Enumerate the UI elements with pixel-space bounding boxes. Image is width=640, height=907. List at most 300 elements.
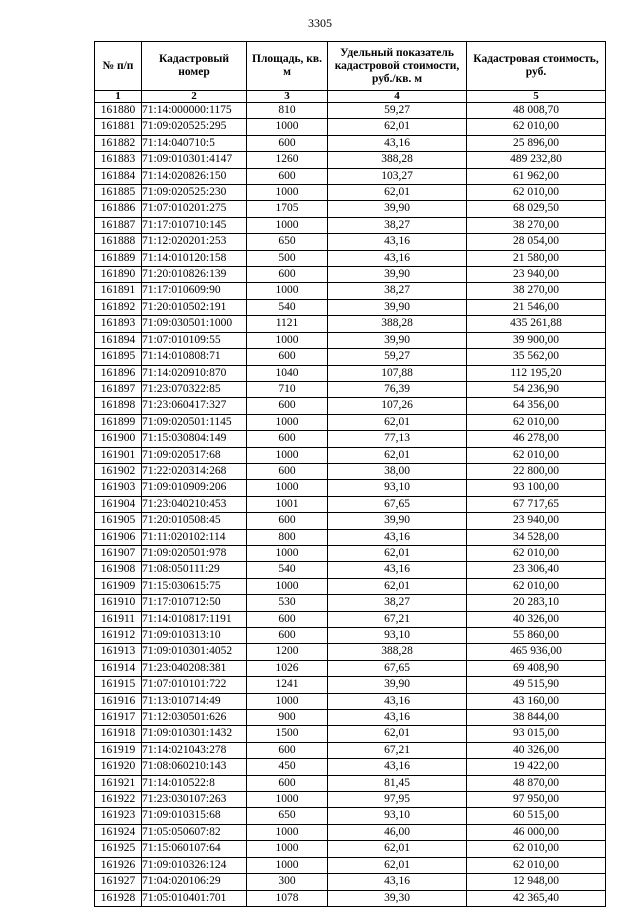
row-number-cell: 161906 (95, 529, 142, 545)
table-row (95, 168, 606, 184)
unit-cost-cell: 38,27 (328, 595, 467, 611)
cadastral-cost-cell: 43 160,00 (467, 693, 606, 709)
table-row (95, 496, 606, 512)
cadastral-number-cell: 71:14:020826:150 (142, 168, 247, 184)
cadastral-number-cell: 71:14:020910:870 (142, 365, 247, 381)
header-row-number: № п/п (95, 42, 142, 91)
row-number-cell: 161887 (95, 217, 142, 233)
column-number: 5 (467, 91, 606, 103)
unit-cost-cell: 103,27 (328, 168, 467, 184)
area-cell: 650 (247, 808, 328, 824)
area-cell: 810 (247, 103, 328, 119)
unit-cost-cell: 77,13 (328, 431, 467, 447)
unit-cost-cell: 59,27 (328, 103, 467, 119)
cadastral-cost-cell: 46 278,00 (467, 431, 606, 447)
page-number: 3305 (308, 16, 332, 30)
table-row (95, 677, 606, 693)
cadastral-number-cell: 71:13:010714:49 (142, 693, 247, 709)
table-row (95, 463, 606, 479)
table-row (95, 480, 606, 496)
unit-cost-cell: 43,16 (328, 693, 467, 709)
cadastral-number-cell: 71:07:010201:275 (142, 201, 247, 217)
area-cell: 600 (247, 513, 328, 529)
table-row (95, 874, 606, 890)
row-number-cell: 161904 (95, 496, 142, 512)
table-row (95, 185, 606, 201)
cadastral-cost-cell: 23 940,00 (467, 513, 606, 529)
unit-cost-cell: 43,16 (328, 135, 467, 151)
cadastral-number-cell: 71:23:040208:381 (142, 660, 247, 676)
row-number-cell: 161885 (95, 185, 142, 201)
table-row (95, 365, 606, 381)
table-row (95, 447, 606, 463)
cadastral-cost-cell: 62 010,00 (467, 841, 606, 857)
cadastral-number-cell: 71:23:060417:327 (142, 398, 247, 414)
row-number-cell: 161894 (95, 332, 142, 348)
cadastral-cost-cell: 62 010,00 (467, 447, 606, 463)
cadastral-number-cell: 71:23:030107:263 (142, 792, 247, 808)
unit-cost-cell: 62,01 (328, 447, 467, 463)
cadastral-number-cell: 71:08:050111:29 (142, 562, 247, 578)
row-number-cell: 161928 (95, 890, 142, 906)
table-row (95, 398, 606, 414)
unit-cost-cell: 62,01 (328, 857, 467, 873)
table-row (95, 414, 606, 430)
table-row (95, 545, 606, 561)
unit-cost-cell: 39,90 (328, 332, 467, 348)
area-cell: 540 (247, 562, 328, 578)
cadastral-table (94, 41, 606, 907)
cadastral-number-cell: 71:22:020314:268 (142, 463, 247, 479)
cadastral-cost-cell: 68 029,50 (467, 201, 606, 217)
row-number-cell: 161908 (95, 562, 142, 578)
area-cell: 600 (247, 267, 328, 283)
area-cell: 1000 (247, 824, 328, 840)
unit-cost-cell: 62,01 (328, 726, 467, 742)
cadastral-number-cell: 71:15:030615:75 (142, 578, 247, 594)
table-row (95, 267, 606, 283)
table-row (95, 332, 606, 348)
cadastral-number-cell: 71:14:010120:158 (142, 250, 247, 266)
cadastral-number-cell: 71:09:010301:4147 (142, 152, 247, 168)
unit-cost-cell: 107,26 (328, 398, 467, 414)
cadastral-number-cell: 71:23:040210:453 (142, 496, 247, 512)
cadastral-cost-cell: 21 580,00 (467, 250, 606, 266)
table-row (95, 857, 606, 873)
cadastral-number-cell: 71:17:010712:50 (142, 595, 247, 611)
cadastral-cost-cell: 62 010,00 (467, 578, 606, 594)
area-cell: 1000 (247, 857, 328, 873)
unit-cost-cell: 81,45 (328, 775, 467, 791)
area-cell: 450 (247, 759, 328, 775)
cadastral-number-cell: 71:12:030501:626 (142, 710, 247, 726)
cadastral-number-cell: 71:17:010710:145 (142, 217, 247, 233)
column-number: 3 (247, 91, 328, 103)
header-cadastral-cost: Кадастровая стоимость, руб. (467, 42, 606, 91)
cadastral-cost-cell: 60 515,00 (467, 808, 606, 824)
unit-cost-cell: 43,16 (328, 759, 467, 775)
unit-cost-cell: 67,65 (328, 496, 467, 512)
table-row (95, 234, 606, 250)
cadastral-cost-cell: 112 195,20 (467, 365, 606, 381)
table-row (95, 381, 606, 397)
unit-cost-cell: 93,10 (328, 628, 467, 644)
header-unit-cost: Удельный показатель кадастровой стоимости, руб./кв. м (328, 42, 467, 91)
cadastral-number-cell: 71:09:020501:978 (142, 545, 247, 561)
table-row (95, 152, 606, 168)
row-number-cell: 161883 (95, 152, 142, 168)
row-number-cell: 161920 (95, 759, 142, 775)
area-cell: 1121 (247, 316, 328, 332)
unit-cost-cell: 62,01 (328, 119, 467, 135)
area-cell: 1078 (247, 890, 328, 906)
table-row (95, 349, 606, 365)
unit-cost-cell: 46,00 (328, 824, 467, 840)
table-row (95, 742, 606, 758)
row-number-cell: 161924 (95, 824, 142, 840)
area-cell: 1000 (247, 693, 328, 709)
unit-cost-cell: 93,10 (328, 480, 467, 496)
cadastral-number-cell: 71:09:020501:1145 (142, 414, 247, 430)
cadastral-cost-cell: 61 962,00 (467, 168, 606, 184)
cadastral-cost-cell: 54 236,90 (467, 381, 606, 397)
cadastral-number-cell: 71:07:010109:55 (142, 332, 247, 348)
cadastral-cost-cell: 25 896,00 (467, 135, 606, 151)
area-cell: 600 (247, 742, 328, 758)
table-row (95, 316, 606, 332)
cadastral-cost-cell: 48 870,00 (467, 775, 606, 791)
row-number-cell: 161909 (95, 578, 142, 594)
cadastral-number-cell: 71:11:020102:114 (142, 529, 247, 545)
cadastral-cost-cell: 55 860,00 (467, 628, 606, 644)
row-number-cell: 161918 (95, 726, 142, 742)
unit-cost-cell: 388,28 (328, 152, 467, 168)
table-row (95, 513, 606, 529)
table-row (95, 710, 606, 726)
area-cell: 530 (247, 595, 328, 611)
row-number-cell: 161925 (95, 841, 142, 857)
area-cell: 800 (247, 529, 328, 545)
column-number: 4 (328, 91, 467, 103)
row-number-cell: 161905 (95, 513, 142, 529)
area-cell: 600 (247, 431, 328, 447)
row-number-cell: 161915 (95, 677, 142, 693)
area-cell: 500 (247, 250, 328, 266)
row-number-cell: 161923 (95, 808, 142, 824)
cadastral-cost-cell: 93 100,00 (467, 480, 606, 496)
row-number-cell: 161901 (95, 447, 142, 463)
cadastral-cost-cell: 38 270,00 (467, 217, 606, 233)
cadastral-number-cell: 71:15:060107:64 (142, 841, 247, 857)
cadastral-cost-cell: 64 356,00 (467, 398, 606, 414)
area-cell: 600 (247, 611, 328, 627)
row-number-cell: 161913 (95, 644, 142, 660)
unit-cost-cell: 43,16 (328, 529, 467, 545)
row-number-cell: 161893 (95, 316, 142, 332)
cadastral-cost-cell: 23 306,40 (467, 562, 606, 578)
table-row (95, 135, 606, 151)
row-number-cell: 161910 (95, 595, 142, 611)
row-number-cell: 161891 (95, 283, 142, 299)
area-cell: 1040 (247, 365, 328, 381)
cadastral-cost-cell: 34 528,00 (467, 529, 606, 545)
cadastral-cost-cell: 62 010,00 (467, 185, 606, 201)
area-cell: 900 (247, 710, 328, 726)
table-row (95, 693, 606, 709)
cadastral-number-cell: 71:09:010301:1432 (142, 726, 247, 742)
area-cell: 600 (247, 775, 328, 791)
row-number-cell: 161881 (95, 119, 142, 135)
unit-cost-cell: 67,21 (328, 611, 467, 627)
table-row (95, 562, 606, 578)
table-row (95, 841, 606, 857)
area-cell: 600 (247, 398, 328, 414)
unit-cost-cell: 93,10 (328, 808, 467, 824)
unit-cost-cell: 62,01 (328, 185, 467, 201)
area-cell: 1200 (247, 644, 328, 660)
unit-cost-cell: 39,30 (328, 890, 467, 906)
table-row (95, 201, 606, 217)
unit-cost-cell: 62,01 (328, 414, 467, 430)
cadastral-cost-cell: 38 844,00 (467, 710, 606, 726)
cadastral-number-cell: 71:09:010326:124 (142, 857, 247, 873)
area-cell: 600 (247, 168, 328, 184)
row-number-cell: 161922 (95, 792, 142, 808)
cadastral-cost-cell: 435 261,88 (467, 316, 606, 332)
unit-cost-cell: 67,21 (328, 742, 467, 758)
cadastral-cost-cell: 69 408,90 (467, 660, 606, 676)
row-number-cell: 161884 (95, 168, 142, 184)
unit-cost-cell: 107,88 (328, 365, 467, 381)
row-number-cell: 161890 (95, 267, 142, 283)
cadastral-cost-cell: 49 515,90 (467, 677, 606, 693)
unit-cost-cell: 388,28 (328, 644, 467, 660)
area-cell: 1000 (247, 119, 328, 135)
area-cell: 1000 (247, 545, 328, 561)
table-row (95, 103, 606, 119)
cadastral-number-cell: 71:09:020525:295 (142, 119, 247, 135)
unit-cost-cell: 39,90 (328, 299, 467, 315)
row-number-cell: 161902 (95, 463, 142, 479)
row-number-cell: 161897 (95, 381, 142, 397)
table-row (95, 595, 606, 611)
unit-cost-cell: 39,90 (328, 513, 467, 529)
table-row (95, 792, 606, 808)
table-row (95, 890, 606, 906)
cadastral-number-cell: 71:23:070322:85 (142, 381, 247, 397)
row-number-cell: 161880 (95, 103, 142, 119)
cadastral-number-cell: 71:14:000000:1175 (142, 103, 247, 119)
row-number-cell: 161919 (95, 742, 142, 758)
area-cell: 1000 (247, 217, 328, 233)
area-cell: 1000 (247, 283, 328, 299)
row-number-cell: 161892 (95, 299, 142, 315)
row-number-cell: 161914 (95, 660, 142, 676)
cadastral-cost-cell: 48 008,70 (467, 103, 606, 119)
area-cell: 540 (247, 299, 328, 315)
row-number-cell: 161921 (95, 775, 142, 791)
table-row (95, 808, 606, 824)
cadastral-number-cell: 71:09:030501:1000 (142, 316, 247, 332)
column-number: 2 (142, 91, 247, 103)
cadastral-number-cell: 71:14:010817:1191 (142, 611, 247, 627)
row-number-cell: 161903 (95, 480, 142, 496)
header-area: Площадь, кв. м (247, 42, 328, 91)
cadastral-cost-cell: 42 365,40 (467, 890, 606, 906)
unit-cost-cell: 39,90 (328, 677, 467, 693)
cadastral-number-cell: 71:04:020106:29 (142, 874, 247, 890)
area-cell: 600 (247, 135, 328, 151)
cadastral-cost-cell: 12 948,00 (467, 874, 606, 890)
row-number-cell: 161888 (95, 234, 142, 250)
table-row (95, 529, 606, 545)
row-number-cell: 161896 (95, 365, 142, 381)
cadastral-number-cell: 71:20:010508:45 (142, 513, 247, 529)
cadastral-number-cell: 71:05:010401:701 (142, 890, 247, 906)
cadastral-number-cell: 71:08:060210:143 (142, 759, 247, 775)
cadastral-cost-cell: 489 232,80 (467, 152, 606, 168)
row-number-cell: 161889 (95, 250, 142, 266)
area-cell: 1241 (247, 677, 328, 693)
cadastral-cost-cell: 19 422,00 (467, 759, 606, 775)
cadastral-cost-cell: 46 000,00 (467, 824, 606, 840)
cadastral-cost-cell: 97 950,00 (467, 792, 606, 808)
table-row (95, 283, 606, 299)
cadastral-number-cell: 71:20:010502:191 (142, 299, 247, 315)
table-row (95, 299, 606, 315)
cadastral-cost-cell: 465 936,00 (467, 644, 606, 660)
row-number-cell: 161911 (95, 611, 142, 627)
cadastral-number-cell: 71:15:030804:149 (142, 431, 247, 447)
table-row (95, 660, 606, 676)
table-row (95, 759, 606, 775)
cadastral-cost-cell: 20 283,10 (467, 595, 606, 611)
cadastral-cost-cell: 21 546,00 (467, 299, 606, 315)
area-cell: 650 (247, 234, 328, 250)
table-row (95, 628, 606, 644)
row-number-cell: 161907 (95, 545, 142, 561)
row-number-cell: 161898 (95, 398, 142, 414)
cadastral-cost-cell: 62 010,00 (467, 414, 606, 430)
cadastral-cost-cell: 35 562,00 (467, 349, 606, 365)
header-row (95, 42, 606, 91)
cadastral-cost-cell: 40 326,00 (467, 611, 606, 627)
area-cell: 710 (247, 381, 328, 397)
unit-cost-cell: 62,01 (328, 841, 467, 857)
cadastral-number-cell: 71:09:020517:68 (142, 447, 247, 463)
cadastral-number-cell: 71:14:040710:5 (142, 135, 247, 151)
unit-cost-cell: 388,28 (328, 316, 467, 332)
unit-cost-cell: 43,16 (328, 710, 467, 726)
table-body (95, 103, 606, 907)
cadastral-number-cell: 71:09:010313:10 (142, 628, 247, 644)
cadastral-number-cell: 71:12:020201:253 (142, 234, 247, 250)
area-cell: 1000 (247, 792, 328, 808)
table-row (95, 578, 606, 594)
row-number-cell: 161895 (95, 349, 142, 365)
area-cell: 1000 (247, 185, 328, 201)
cadastral-number-cell: 71:09:010315:68 (142, 808, 247, 824)
area-cell: 1026 (247, 660, 328, 676)
unit-cost-cell: 62,01 (328, 545, 467, 561)
area-cell: 300 (247, 874, 328, 890)
cadastral-number-cell: 71:09:010909:206 (142, 480, 247, 496)
cadastral-number-cell: 71:14:010522:8 (142, 775, 247, 791)
area-cell: 600 (247, 463, 328, 479)
table-row (95, 611, 606, 627)
area-cell: 600 (247, 628, 328, 644)
table-row (95, 431, 606, 447)
table-row (95, 726, 606, 742)
row-number-cell: 161916 (95, 693, 142, 709)
cadastral-cost-cell: 23 940,00 (467, 267, 606, 283)
cadastral-cost-cell: 62 010,00 (467, 857, 606, 873)
unit-cost-cell: 62,01 (328, 578, 467, 594)
cadastral-cost-cell: 22 800,00 (467, 463, 606, 479)
area-cell: 1000 (247, 578, 328, 594)
unit-cost-cell: 43,16 (328, 234, 467, 250)
unit-cost-cell: 38,00 (328, 463, 467, 479)
header-cadastral-number: Кадастровый номер (142, 42, 247, 91)
table-row (95, 217, 606, 233)
area-cell: 1000 (247, 480, 328, 496)
unit-cost-cell: 38,27 (328, 283, 467, 299)
cadastral-cost-cell: 62 010,00 (467, 545, 606, 561)
unit-cost-cell: 43,16 (328, 250, 467, 266)
cadastral-cost-cell: 93 015,00 (467, 726, 606, 742)
area-cell: 1260 (247, 152, 328, 168)
table-row (95, 775, 606, 791)
unit-cost-cell: 43,16 (328, 562, 467, 578)
table-row (95, 250, 606, 266)
cadastral-number-cell: 71:14:021043:278 (142, 742, 247, 758)
unit-cost-cell: 39,90 (328, 267, 467, 283)
row-number-cell: 161882 (95, 135, 142, 151)
area-cell: 1000 (247, 447, 328, 463)
area-cell: 1000 (247, 332, 328, 348)
cadastral-cost-cell: 40 326,00 (467, 742, 606, 758)
area-cell: 600 (247, 349, 328, 365)
column-number-row (95, 91, 606, 103)
row-number-cell: 161900 (95, 431, 142, 447)
table-row (95, 644, 606, 660)
cadastral-cost-cell: 67 717,65 (467, 496, 606, 512)
column-number: 1 (95, 91, 142, 103)
unit-cost-cell: 97,95 (328, 792, 467, 808)
row-number-cell: 161886 (95, 201, 142, 217)
row-number-cell: 161917 (95, 710, 142, 726)
area-cell: 1705 (247, 201, 328, 217)
cadastral-number-cell: 71:05:050607:82 (142, 824, 247, 840)
unit-cost-cell: 39,90 (328, 201, 467, 217)
area-cell: 1000 (247, 414, 328, 430)
table-row (95, 824, 606, 840)
unit-cost-cell: 76,39 (328, 381, 467, 397)
cadastral-number-cell: 71:09:020525:230 (142, 185, 247, 201)
cadastral-number-cell: 71:17:010609:90 (142, 283, 247, 299)
cadastral-cost-cell: 62 010,00 (467, 119, 606, 135)
unit-cost-cell: 43,16 (328, 874, 467, 890)
cadastral-number-cell: 71:14:010808:71 (142, 349, 247, 365)
cadastral-cost-cell: 28 054,00 (467, 234, 606, 250)
cadastral-cost-cell: 39 900,00 (467, 332, 606, 348)
unit-cost-cell: 67,65 (328, 660, 467, 676)
row-number-cell: 161926 (95, 857, 142, 873)
cadastral-number-cell: 71:07:010101:722 (142, 677, 247, 693)
unit-cost-cell: 38,27 (328, 217, 467, 233)
cadastral-number-cell: 71:09:010301:4052 (142, 644, 247, 660)
area-cell: 1500 (247, 726, 328, 742)
